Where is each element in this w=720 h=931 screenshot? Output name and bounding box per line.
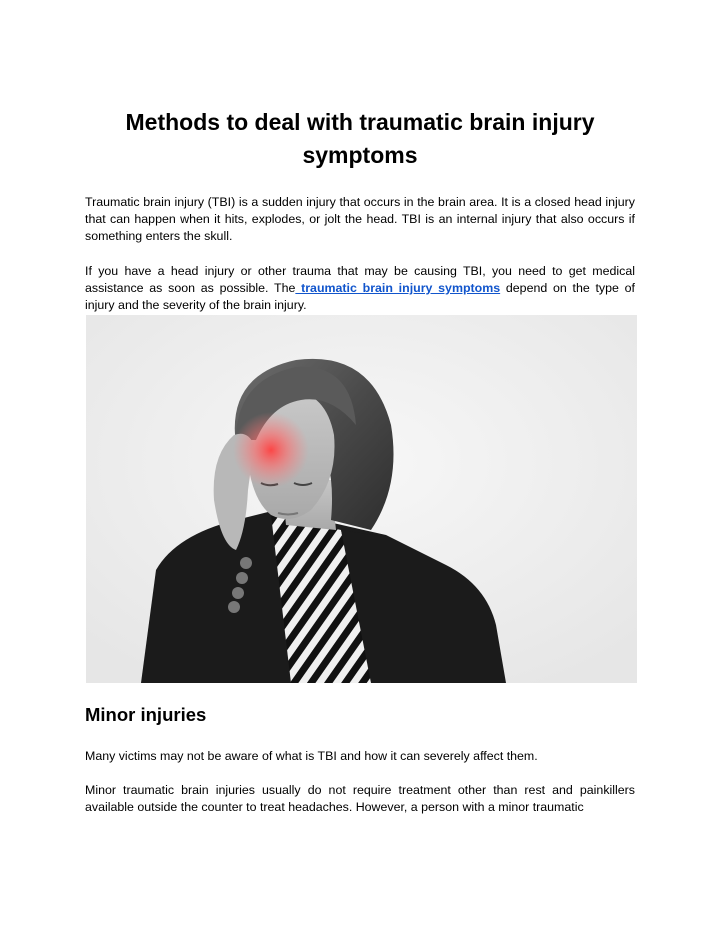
section-paragraph-2: Minor traumatic brain injuries usually do not require treatment other than rest and painkillers available outside the counter to treat headaches. However, a person with a minor traumatic (85, 783, 635, 814)
intro-paragraph: Traumatic brain injury (TBI) is a sudden injury that occurs in the brain area. It is a closed head injury that can happen when it hits, explodes, or jolt the head. TBI is an internal injury that also occurs if something enters the skull. (85, 195, 635, 243)
second-paragraph (85, 263, 635, 314)
page-title: Methods to deal with traumatic brain injury symptoms (125, 109, 595, 168)
section-paragraph-1: Many victims may not be aware of what is TBI and how it can severely affect them. (85, 749, 538, 763)
woman-holding-head-icon (86, 315, 637, 683)
section-heading-minor-injuries: Minor injuries (85, 704, 207, 725)
paragraph-text-before-link: If you have a head injury or other trauma that may be causing TBI, you need to get medical assistance as soon as possible. The (85, 264, 635, 295)
headache-photo (86, 315, 637, 683)
traumatic-brain-injury-symptoms-link[interactable]: traumatic brain injury symptoms (295, 281, 501, 295)
paragraph-text-after-link: depend on the type of injury and the severity of the brain injury. (85, 281, 635, 312)
